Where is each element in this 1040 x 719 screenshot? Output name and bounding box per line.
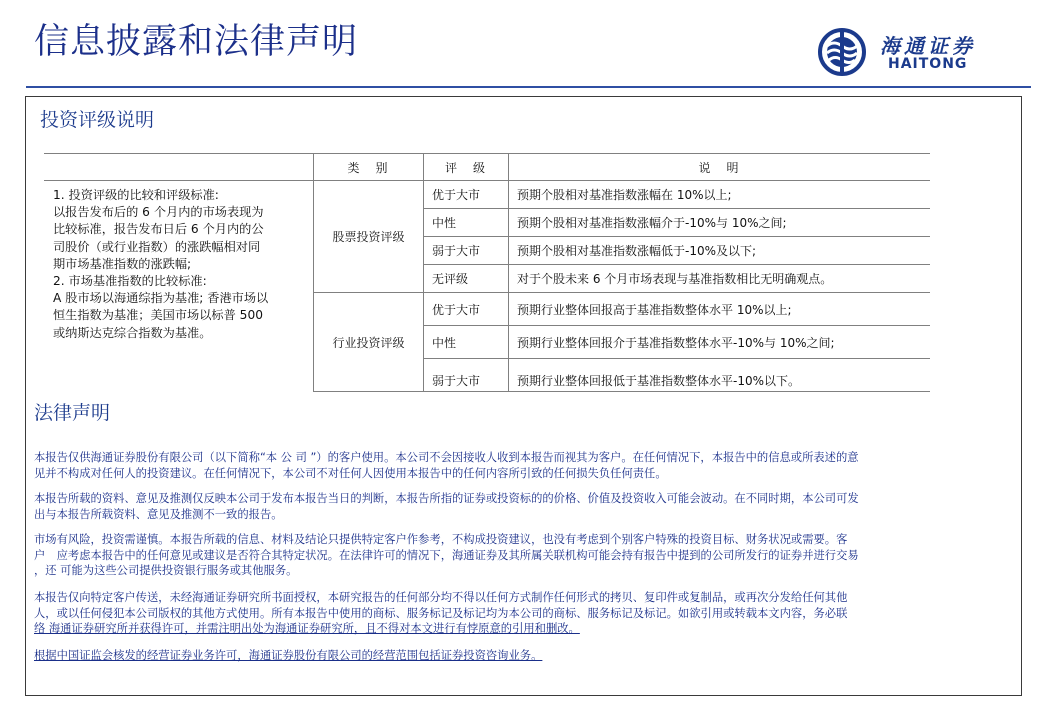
- criteria-line: 司股价（或行业指数）的涨跌幅相对同: [53, 239, 261, 254]
- description-cell: 预期行业整体回报高于基准指数整体水平 10%以上;: [517, 302, 792, 317]
- rating-cell: 优于大市: [432, 188, 481, 202]
- criteria-line: 1. 投资评级的比较和评级标准:: [53, 188, 219, 202]
- description-cell: 预期行业整体回报介于基准指数整体水平-10%与 10%之间;: [517, 335, 835, 350]
- rating-cell: 弱于大市: [432, 373, 481, 388]
- criteria-line: A 股市场以海通综指为基准; 香港市场以: [53, 291, 269, 306]
- table-row-rule: [423, 358, 930, 359]
- legal-paragraph: [34, 491, 1009, 522]
- haitong-logo-icon: [818, 28, 870, 76]
- table-header-rating: 评 级: [444, 160, 487, 175]
- category-industry: 行业投资评级: [332, 335, 405, 350]
- rating-cell: 中性: [432, 216, 457, 230]
- table-header-category: 类 别: [347, 160, 390, 175]
- rating-section-title: 投资评级说明: [40, 109, 155, 131]
- legal-line: 见并不构成对任何人的投资建议。在任何情况下，本公司不对任何人因使用本报告中的任何内容所引致的任何损失负任何责任。: [34, 466, 667, 480]
- legal-line-underlined: 络 海通证券研究所并获得许可，并需注明出处为海通证券研究所，且不得对本文进行有悖原意的引用和删改。: [34, 622, 580, 635]
- legal-paragraph: [34, 590, 1009, 637]
- legal-line: 出与本报告所载资料、意见及推测不一致的报告。: [34, 507, 283, 521]
- legal-line: 市场有风险，投资需谨慎。本报告所载的信息、材料及结论只提供特定客户作参考，不构成投资建议，也没有考虑到个别客户特殊的投资目标、财务状况或需要。客: [34, 533, 848, 546]
- criteria-line: 比较标准，报告发布日后 6 个月内的公: [53, 222, 264, 237]
- legal-paragraph: [34, 532, 1009, 579]
- table-col-rule: [423, 153, 424, 391]
- description-cell: 预期行业整体回报低于基准指数整体水平-10%以下。: [517, 373, 801, 388]
- rating-criteria-text: [53, 187, 311, 342]
- page-title: 信息披露和法律声明: [34, 22, 359, 62]
- criteria-line: 恒生指数为基准；美国市场以标普 500: [53, 308, 263, 323]
- description-cell: 预期个股相对基准指数涨幅低于-10%及以下;: [517, 244, 757, 258]
- criteria-line: 2. 市场基准指数的比较标准:: [53, 274, 207, 289]
- category-stock: 股票投资评级: [332, 230, 405, 244]
- legal-line: 本报告所载的资料、意见及推测仅反映本公司于发布本报告当日的判断，本报告所指的证券或投资标的的价格、价值及投资收入可能会波动。在不同时期，本公司可发: [34, 492, 859, 505]
- rating-cell: 弱于大市: [432, 244, 481, 258]
- table-header-description: 说 明: [698, 160, 741, 175]
- legal-line-underlined: 根据中国证监会核发的经营证券业务许可，海通证券股份有限公司的经营范围包括证券投资咨询业务。: [34, 649, 543, 662]
- rating-cell: 中性: [432, 335, 457, 350]
- legal-line: 人，或以任何侵犯本公司版权的其他方式使用。所有本报告中使用的商标、服务标记及标记均为本公司的商标、服务标记及标记。如欲引用或转载本文内容，务必联: [34, 606, 848, 620]
- legal-line: ，还 可能为这些公司提供投资银行服务或其他服务。: [34, 564, 298, 577]
- legal-section-title: 法律声明: [34, 402, 111, 424]
- description-cell: 预期个股相对基准指数涨幅介于-10%与 10%之间;: [517, 216, 787, 230]
- rating-cell: 无评级: [432, 272, 469, 286]
- legal-line: 本报告仅供海通证券股份有限公司（以下简称“本 公 司 ”）的客户使用。本公司不会因接收人收到本报告而视其为客户。在任何情况下，本报告中的信息或所表述的意: [34, 451, 859, 464]
- legal-line: 户 应考虑本报告中的任何意见或建议是否符合其特定状况。在法律许可的情况下，海通证券及其所属关联机构可能会持有报告中提到的公司所发行的证券并进行交易: [34, 548, 859, 562]
- criteria-line: 以报告发布后的 6 个月内的市场表现为: [53, 205, 264, 220]
- logo-english-text: HAITONG: [888, 56, 968, 72]
- header-divider: [26, 86, 1031, 88]
- haitong-logo: [818, 28, 1018, 76]
- criteria-line: 或纳斯达克综合指数为基准。: [53, 325, 212, 340]
- legal-paragraph: [34, 648, 1009, 664]
- legal-paragraph: [34, 450, 1009, 481]
- description-cell: 对于个股未来 6 个月市场表现与基准指数相比无明确观点。: [517, 272, 833, 286]
- criteria-line: 期市场基准指数的涨跌幅;: [53, 256, 192, 271]
- table-col-rule: [508, 153, 509, 391]
- table-header-rule: [44, 180, 930, 181]
- legal-line: 本报告仅向特定客户传送，未经海通证券研究所书面授权，本研究报告的任何部分均不得以任何方式制作任何形式的拷贝、复印件或复制品，或再次分发给任何其他: [34, 591, 848, 604]
- logo-chinese-text: 海通证券: [880, 34, 976, 58]
- description-cell: 预期个股相对基准指数涨幅在 10%以上;: [517, 188, 732, 202]
- rating-cell: 优于大市: [432, 302, 481, 317]
